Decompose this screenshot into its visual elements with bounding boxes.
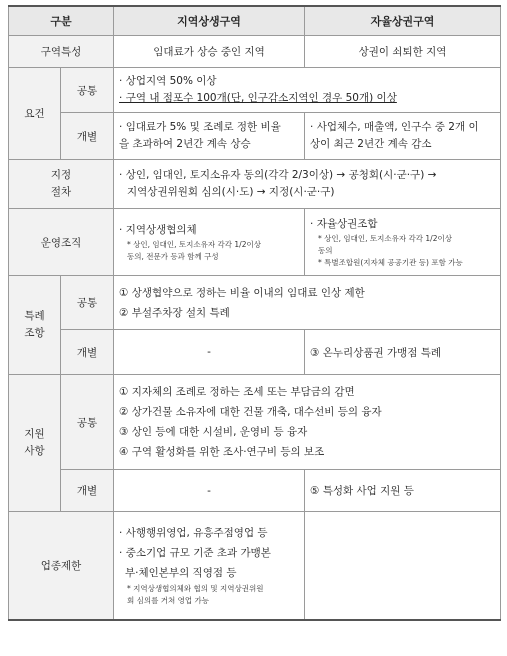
special-provisions-individual-col3: ③ 온누리상품권 가맹점 특례 xyxy=(305,330,501,375)
special-provisions-common-line2: ② 부설주차장 설치 특례 xyxy=(119,306,230,319)
requirements-individual-col3 xyxy=(305,113,501,160)
special-provisions-label-line2: 조항 xyxy=(24,327,45,339)
business-restriction-note1: * 지역상생협의체와 협의 및 지역상권위원 xyxy=(127,584,264,594)
support-common-line1: ① 지자체의 조례로 정하는 조세 또는 부담금의 감면 xyxy=(119,386,355,398)
business-restriction-col2 xyxy=(114,512,305,620)
operating-org-col3-note2: 동의 xyxy=(318,245,333,255)
requirements-indiv-col2-line2: 을 초과하여 2년간 계속 상승 xyxy=(119,138,251,150)
designation-label-line1: 지정 xyxy=(50,169,72,181)
requirements-indiv-col3-line1: · 사업체수, 매출액, 인구수 중 2개 이 xyxy=(310,121,479,133)
special-provisions-individual-label: 개별 xyxy=(61,330,114,375)
special-provisions-label-line1: 특례 xyxy=(24,310,45,322)
header-category: 구분 xyxy=(9,6,114,36)
operating-org-col3 xyxy=(305,209,501,276)
header-row xyxy=(9,6,501,36)
business-restriction-col3 xyxy=(305,512,501,620)
operating-org-row xyxy=(9,209,501,276)
designation-label xyxy=(9,160,114,209)
requirements-individual-label: 개별 xyxy=(61,113,114,160)
business-restriction-line3: 부·체인본부의 직영점 등 xyxy=(125,567,237,580)
requirements-common-line1: · 상업지역 50% 이상 xyxy=(119,75,217,87)
special-provisions-label xyxy=(9,276,61,375)
special-provisions-individual-col2: - xyxy=(114,330,305,375)
support-common-label: 공통 xyxy=(61,375,114,470)
support-label xyxy=(9,375,61,512)
requirements-label: 요건 xyxy=(9,68,61,160)
business-restriction-row xyxy=(9,512,501,620)
support-common-cell xyxy=(114,375,501,470)
requirements-common-cell xyxy=(114,68,501,113)
header-autonomous-commercial-zone: 자율상권구역 xyxy=(305,6,501,36)
operating-org-col2-note1: * 상인, 임대인, 토지소유자 각각 1/2이상 xyxy=(127,239,261,249)
area-characteristics-label: 구역특성 xyxy=(9,36,114,68)
designation-row xyxy=(9,160,501,209)
requirements-indiv-col2-line1: · 임대료가 5% 및 조례로 정한 비율 xyxy=(119,121,281,133)
special-provisions-common-row xyxy=(9,276,501,330)
support-individual-col2: - xyxy=(114,470,305,512)
requirements-common-row xyxy=(9,68,501,113)
designation-line2: 지역상권위원회 심의(시·도) → 지정(시·군·구) xyxy=(127,186,335,198)
requirements-indiv-col3-line2: 상이 최근 2년간 계속 감소 xyxy=(310,138,432,150)
support-label-line2: 사항 xyxy=(24,445,45,457)
support-individual-col3: ⑤ 특성화 사업 지원 등 xyxy=(305,470,501,512)
area-characteristics-row xyxy=(9,36,501,68)
special-provisions-common-line1: ① 상생협약으로 정하는 비율 이내의 임대료 인상 제한 xyxy=(119,286,365,299)
area-characteristics-col2: 임대료가 상승 중인 지역 xyxy=(114,36,305,68)
support-common-line4: ④ 구역 활성화를 위한 조사·연구비 등의 보조 xyxy=(119,446,325,458)
business-restriction-label: 업종제한 xyxy=(9,512,114,620)
requirements-individual-row xyxy=(9,113,501,160)
operating-org-col2-title: · 지역상생협의체 xyxy=(119,223,197,236)
area-characteristics-col3: 상권이 쇠퇴한 지역 xyxy=(305,36,501,68)
requirements-common-line2: · 구역 내 점포수 100개(단, 인구감소지역인 경우 50개) 이상 xyxy=(119,92,397,104)
business-restriction-line1: · 사행행위영업, 유흥주점영업 등 xyxy=(119,527,268,540)
operating-org-label: 운영조직 xyxy=(9,209,114,276)
business-restriction-note2: 회 심의를 거쳐 영업 가능 xyxy=(127,596,210,606)
special-provisions-common-label: 공통 xyxy=(61,276,114,330)
support-individual-row xyxy=(9,470,501,512)
zone-comparison-table xyxy=(8,5,501,621)
designation-procedure xyxy=(114,160,501,209)
designation-label-line2: 절차 xyxy=(50,186,72,198)
requirements-common-label: 공통 xyxy=(61,68,114,113)
support-common-row xyxy=(9,375,501,470)
operating-org-col2-note2: 동의, 전문가 등과 함께 구성 xyxy=(127,251,219,261)
support-common-line3: ③ 상인 등에 대한 시설비, 운영비 등 융자 xyxy=(119,426,308,438)
support-label-line1: 지원 xyxy=(24,428,45,440)
support-individual-label: 개별 xyxy=(61,470,114,512)
support-common-line2: ② 상가건물 소유자에 대한 건물 개축, 대수선비 등의 융자 xyxy=(119,406,382,418)
header-local-coexistence-zone: 지역상생구역 xyxy=(114,6,305,36)
operating-org-col2 xyxy=(114,209,305,276)
special-provisions-individual-row xyxy=(9,330,501,375)
special-provisions-common-cell xyxy=(114,276,501,330)
operating-org-col3-note3: * 특별조합원(지자체 공공기관 등) 포함 가능 xyxy=(318,257,463,267)
designation-line1: · 상인, 임대인, 토지소유자 동의(각각 2/3이상) → 공청회(시·군·구) → xyxy=(119,169,437,181)
business-restriction-line2: · 중소기업 규모 기준 초과 가맹본 xyxy=(119,547,271,560)
requirements-individual-col2 xyxy=(114,113,305,160)
operating-org-col3-title: · 자율상권조합 xyxy=(310,217,378,230)
operating-org-col3-note1: * 상인, 임대인, 토지소유자 각각 1/2이상 xyxy=(318,233,452,243)
